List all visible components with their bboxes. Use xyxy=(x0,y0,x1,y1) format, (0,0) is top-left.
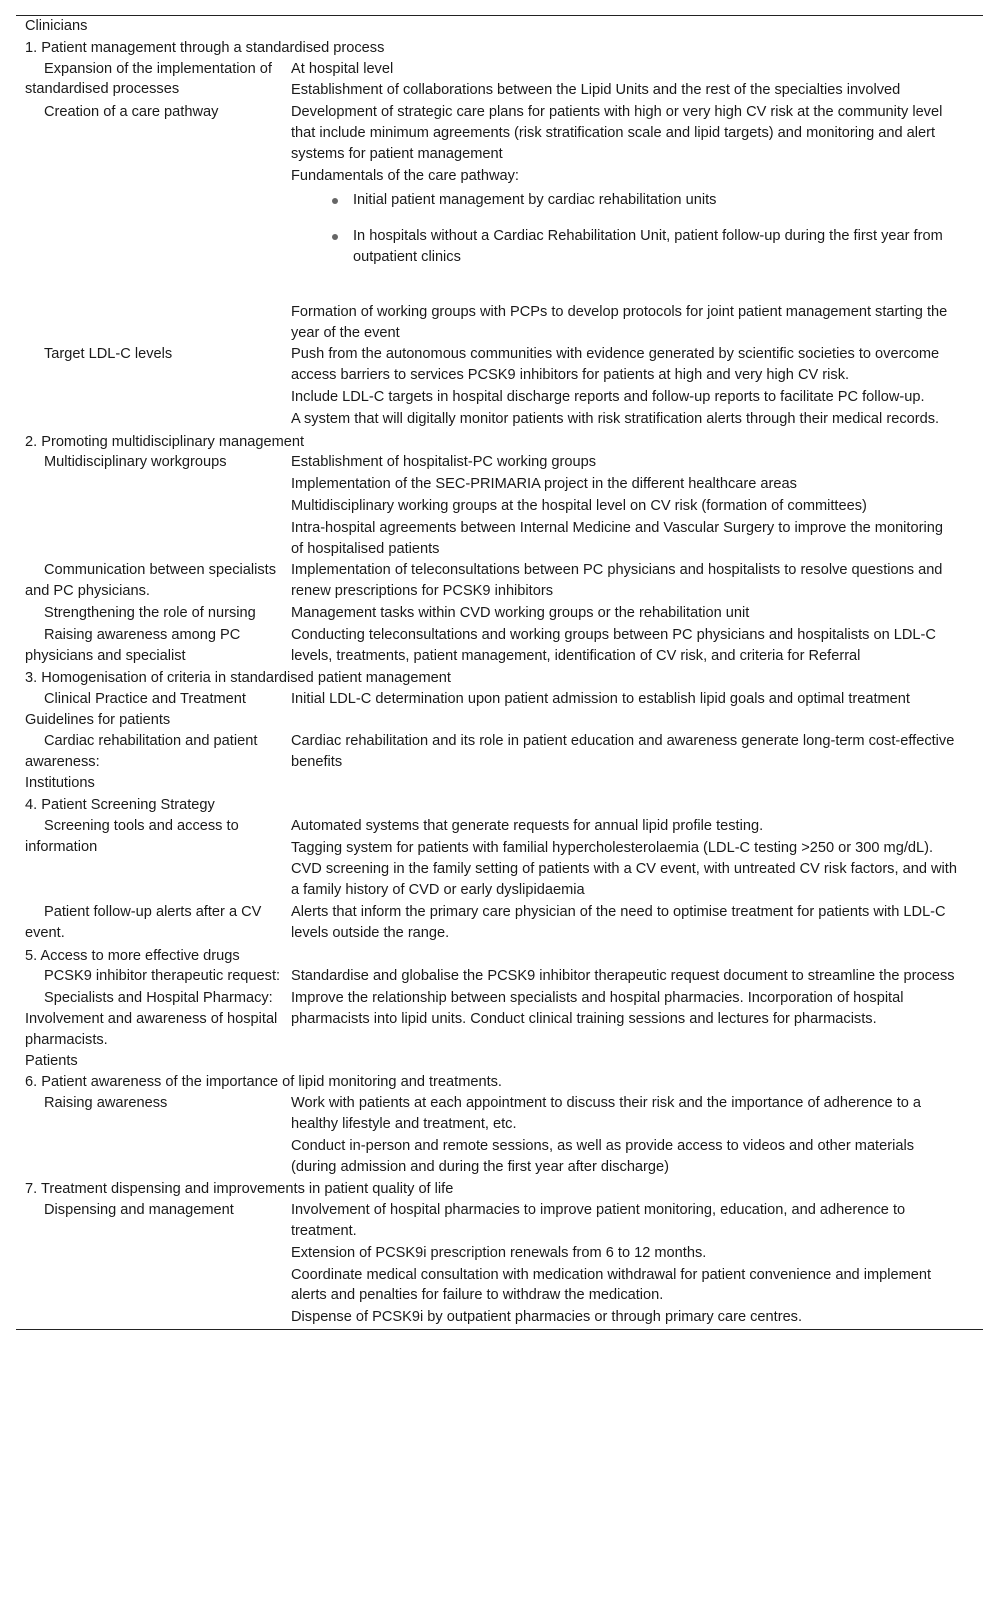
bullet-icon xyxy=(332,234,338,240)
recommendation-item: Improve the relationship between specialists and hospital pharmacies. Incorporation of hospital pharmacists into lipid units. Conduct clinical training sessions and lectures for pharmacists. xyxy=(291,990,904,1028)
recommendation-item: Coordinate medical consultation with medication withdrawal for patient convenience and implement alerts and penalties for failure to withdraw the medication. xyxy=(291,1266,932,1304)
recommendation-item: Cardiac rehabilitation and its role in patient education and awareness generate long-term cost-effective benefits xyxy=(291,732,955,770)
table-bottom-rule xyxy=(16,1329,983,1330)
row-label: Raising awareness xyxy=(44,1095,168,1112)
row-label: Multidisciplinary workgroups xyxy=(44,454,227,471)
group-heading: Institutions xyxy=(25,775,95,792)
row-content xyxy=(291,560,983,603)
recommendation-item: At hospital level xyxy=(291,60,394,77)
group-heading: Clinicians xyxy=(25,18,88,34)
row-label: Cardiac rehabilitation and patient awareness: xyxy=(25,732,258,770)
table-row xyxy=(16,1093,983,1178)
row-content xyxy=(291,988,983,1050)
recommendation-item: Establishment of hospitalist-PC working groups xyxy=(291,454,596,471)
recommendation-item: Implementation of teleconsultations between PC physicians and hospitalists to resolve questions and renew prescriptions for PCSK9 inhibitors xyxy=(291,562,943,600)
table-row xyxy=(16,603,983,625)
table-row xyxy=(16,344,983,430)
row-content xyxy=(291,689,983,731)
row-content xyxy=(291,344,983,430)
spacer xyxy=(291,283,959,302)
row-label: Target LDL-C levels xyxy=(44,346,173,363)
row-content xyxy=(291,59,983,103)
section-heading: 7. Treatment dispensing and improvements in patient quality of life xyxy=(25,1181,454,1198)
recommendation-item: A system that will digitally monitor patients with risk stratification alerts through their medical records. xyxy=(291,410,940,427)
bullet-item xyxy=(325,190,959,211)
recommendation-item: Work with patients at each appointment to discuss their risk and the importance of adherence to a healthy lifestyle and treatment, etc. xyxy=(291,1095,922,1133)
group-heading: Patients xyxy=(25,1052,78,1069)
bullet-item xyxy=(325,226,959,268)
row-content xyxy=(291,731,983,774)
table-row xyxy=(16,1200,983,1329)
row-label: Expansion of the implementation of standardised processes xyxy=(25,60,272,98)
recommendation-item: Tagging system for patients with familial hypercholesterolaemia (LDL-C testing >250 or 300 mg/dL). xyxy=(291,839,934,856)
recommendation-item: Push from the autonomous communities with evidence generated by scientific societies to overcome access barriers to services PCSK9 inhibitors for patients at high and very high CV risk. xyxy=(291,346,940,384)
row-label: Strengthening the role of nursing xyxy=(44,604,256,621)
bullet-text: Initial patient management by cardiac rehabilitation units xyxy=(353,192,717,209)
table-row xyxy=(16,59,983,103)
row-content xyxy=(291,102,983,344)
recommendation-item: Multidisciplinary working groups at the hospital level on CV risk (formation of committees) xyxy=(291,497,867,514)
recommendation-item: Fundamentals of the care pathway: xyxy=(291,167,519,184)
row-label: Patient follow-up alerts after a CV event. xyxy=(25,904,262,941)
row-label: Specialists and Hospital Pharmacy: Involvement and awareness of hospital pharmacists. xyxy=(25,990,278,1048)
table-row xyxy=(16,689,983,731)
table-row xyxy=(16,966,983,988)
table-row xyxy=(16,902,983,945)
table-row xyxy=(16,731,983,774)
table-row xyxy=(16,625,983,668)
recommendation-item: Include LDL-C targets in hospital discharge reports and follow-up reports to facilitate PC follow-up. xyxy=(291,388,925,405)
bullet-text: In hospitals without a Cardiac Rehabilitation Unit, patient follow-up during the first year from outpatient clinics xyxy=(353,228,943,265)
row-content xyxy=(291,452,983,560)
recommendation-item: Conduct in-person and remote sessions, as well as provide access to videos and other materials (during admission and during the first year after discharge) xyxy=(291,1137,914,1175)
recommendation-item: Standardise and globalise the PCSK9 inhibitor therapeutic request document to streamline the process xyxy=(291,968,955,985)
recommendations-table xyxy=(16,15,983,1330)
bullet-list xyxy=(291,190,959,267)
recommendation-item: Management tasks within CVD working groups or the rehabilitation unit xyxy=(291,604,750,621)
row-label: Communication between specialists and PC physicians. xyxy=(25,562,276,600)
section-heading: 4. Patient Screening Strategy xyxy=(25,797,215,814)
table-body xyxy=(16,16,983,1329)
row-label: Creation of a care pathway xyxy=(44,104,219,121)
recommendation-item: Dispense of PCSK9i by outpatient pharmacies or through primary care centres. xyxy=(291,1309,803,1326)
row-content xyxy=(291,625,983,668)
bullet-icon xyxy=(332,198,338,204)
recommendation-item: Implementation of the SEC-PRIMARIA project in the different healthcare areas xyxy=(291,476,797,493)
section-heading: 5. Access to more effective drugs xyxy=(25,947,240,964)
recommendation-item: Conducting teleconsultations and working groups between PC physicians and hospitalists on LDL-C levels, treatments, patient management, identification of CV risk, and criteria for Referral xyxy=(291,626,936,664)
row-content xyxy=(291,603,983,625)
recommendation-item: Establishment of collaborations between the Lipid Units and the rest of the specialties involved xyxy=(291,82,901,99)
row-label: Screening tools and access to information xyxy=(25,817,239,855)
row-content xyxy=(291,1093,983,1178)
recommendation-item: Extension of PCSK9i prescription renewals from 6 to 12 months. xyxy=(291,1244,707,1261)
table-row xyxy=(16,560,983,603)
row-label: Dispensing and management xyxy=(44,1202,234,1219)
section-heading: 2. Promoting multidisciplinary management xyxy=(25,433,305,450)
row-content xyxy=(291,816,983,902)
table-row xyxy=(16,102,983,344)
recommendation-item: Initial LDL-C determination upon patient admission to establish lipid goals and optimal treatment xyxy=(291,691,910,708)
row-content xyxy=(291,1200,983,1329)
table-row xyxy=(16,452,983,560)
recommendation-item: Automated systems that generate requests for annual lipid profile testing. xyxy=(291,817,764,834)
section-heading: 6. Patient awareness of the importance of lipid monitoring and treatments. xyxy=(25,1074,502,1091)
row-label: Raising awareness among PC physicians and specialist xyxy=(25,626,241,664)
row-content xyxy=(291,966,983,988)
section-heading: 3. Homogenisation of criteria in standardised patient management xyxy=(25,670,451,687)
row-label: Clinical Practice and Treatment Guidelines for patients xyxy=(25,691,246,728)
table-row xyxy=(16,816,983,902)
row-label: PCSK9 inhibitor therapeutic request: xyxy=(44,968,281,985)
recommendation-item: Formation of working groups with PCPs to develop protocols for joint patient management starting the year of the event xyxy=(291,303,948,341)
row-content xyxy=(291,902,983,945)
recommendation-item: Intra-hospital agreements between Internal Medicine and Vascular Surgery to improve the monitoring of hospitalised patients xyxy=(291,519,943,557)
recommendation-item: Alerts that inform the primary care physician of the need to optimise treatment for patients with LDL-C levels outside the range. xyxy=(291,904,946,941)
recommendation-item: CVD screening in the family setting of patients with a CV event, with untreated CV risk factors, and with a family history of CVD or early dyslipidaemia xyxy=(291,861,957,899)
recommendation-item: Development of strategic care plans for patients with high or very high CV risk at the community level that include minimum agreements (risk stratification scale and lipid targets) and monitoring and alert systems for patient management xyxy=(291,104,943,162)
section-heading: 1. Patient management through a standardised process xyxy=(25,39,385,56)
table-row xyxy=(16,988,983,1050)
recommendation-item: Involvement of hospital pharmacies to improve patient monitoring, education, and adherence to treatment. xyxy=(291,1202,906,1240)
